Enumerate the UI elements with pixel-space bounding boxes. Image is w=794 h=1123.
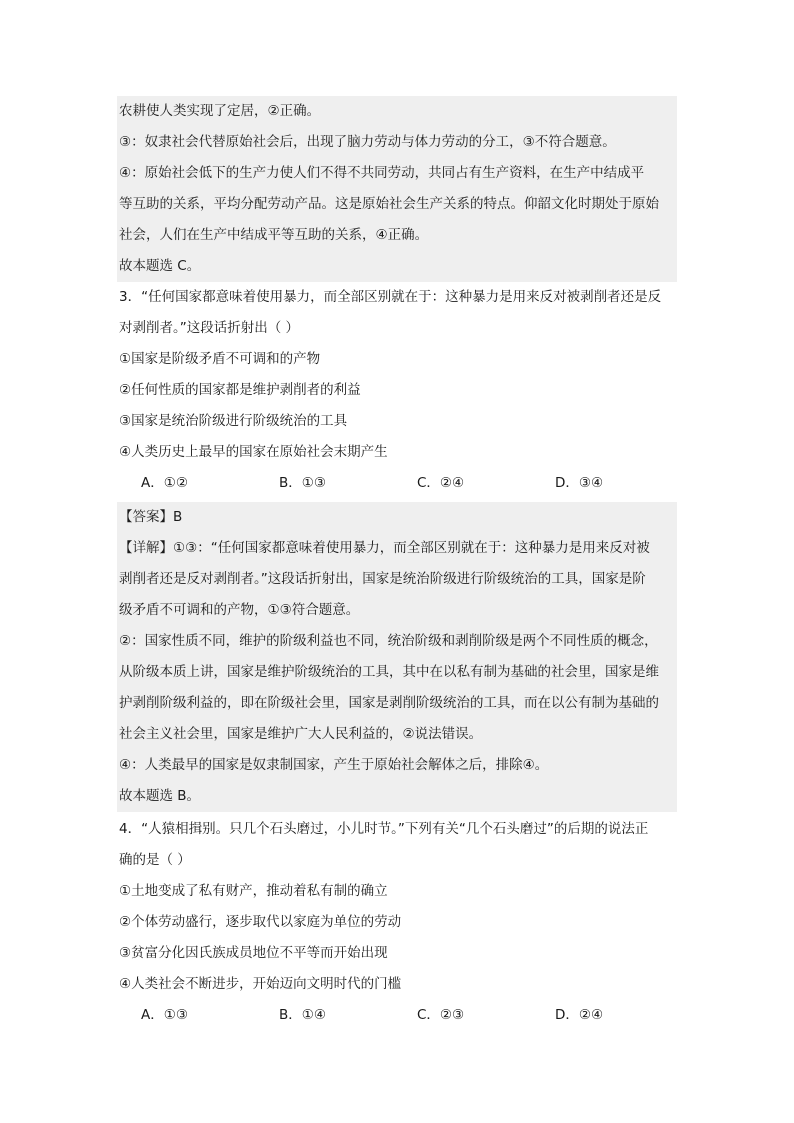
- option-a[interactable]: A．①③: [141, 1007, 188, 1023]
- explanation-line: 故本题选 C。: [119, 258, 201, 274]
- question-stem: 确的是（ ）: [119, 852, 191, 868]
- statement-item: ④人类社会不断进步，开始迈向文明时代的门槛: [119, 976, 402, 992]
- explanation-line: 社会主义社会里，国家是维护广大人民利益的，②说法错误。: [119, 726, 483, 742]
- explanation-line: 级矛盾不可调和的产物，①③符合题意。: [119, 602, 360, 618]
- question-4: [117, 814, 677, 1031]
- statement-item: ②任何性质的国家都是维护剥削者的利益: [119, 382, 361, 398]
- statement-item: ③国家是统治阶级进行阶级统治的工具: [119, 413, 348, 429]
- question-stem: 对剥削者。”这段话折射出（ ）: [119, 320, 300, 336]
- answer-options: [117, 1000, 677, 1031]
- option-b[interactable]: B．①③: [279, 475, 326, 491]
- explanation-line: 护剥削阶级利益的，即在阶级社会里，国家是剥削阶级统治的工具，而在以公有制为基础的: [119, 695, 659, 711]
- explanation-line: 故本题选 B。: [119, 788, 201, 804]
- statement-item: ①土地变成了私有财产，推动着私有制的确立: [119, 883, 388, 899]
- explanation-line: 社会，人们在生产中结成平等互助的关系，④正确。: [119, 227, 429, 243]
- option-d[interactable]: D．②④: [555, 1007, 604, 1023]
- explanation-line: 农耕使人类实现了定居，②正确。: [119, 103, 321, 119]
- statement-item: ③贫富分化因氏族成员地位不平等而开始出现: [119, 945, 388, 961]
- statement-item: ②个体劳动盛行，逐步取代以家庭为单位的劳动: [119, 914, 402, 930]
- option-b[interactable]: B．①④: [279, 1007, 326, 1023]
- explanation-line: ④：人类最早的国家是奴隶制国家，产生于原始社会解体之后，排除④。: [119, 757, 549, 773]
- option-c[interactable]: C．②③: [417, 1007, 465, 1023]
- question-3-solution: [117, 502, 677, 812]
- answer-options: [117, 468, 677, 499]
- explanation-line: ②：国家性质不同，维护的阶级利益也不同，统治阶级和剥削阶级是两个不同性质的概念，: [119, 633, 658, 649]
- option-d[interactable]: D．③④: [555, 475, 604, 491]
- answer-line: 【答案】B: [119, 509, 183, 525]
- option-a[interactable]: A．①②: [141, 475, 188, 491]
- explanation-line: ④：原始社会低下的生产力使人们不得不共同劳动，共同占有生产资料，在生产中结成平: [119, 165, 645, 181]
- explanation-line: 【详解】①③：“任何国家都意味着使用暴力，而全部区别就在于：这种暴力是用来反对被: [119, 540, 650, 556]
- explanation-line: 剥削者还是反对剥削者。”这段话折射出，国家是统治阶级进行阶级统治的工具，国家是阶: [119, 571, 646, 587]
- previous-explanation: [117, 96, 677, 282]
- question-stem: 3．“任何国家都意味着使用暴力，而全部区别就在于：这种暴力是用来反对被剥削者还是反: [119, 289, 662, 305]
- explanation-line: ③：奴隶社会代替原始社会后，出现了脑力劳动与体力劳动的分工，③不符合题意。: [119, 134, 616, 150]
- question-stem: 4．“人猿相揖别。只几个石头磨过，小儿时节。”下列有关“几个石头磨过”的后期的说法正: [119, 821, 649, 837]
- statement-item: ①国家是阶级矛盾不可调和的产物: [119, 351, 321, 367]
- explanation-line: 从阶级本质上讲，国家是维护阶级统治的工具，其中在以私有制为基础的社会里，国家是维: [119, 664, 659, 680]
- question-3: [117, 282, 677, 499]
- explanation-line: 等互助的关系，平均分配劳动产品。这是原始社会生产关系的特点。仰韶文化时期处于原始: [119, 196, 659, 212]
- option-c[interactable]: C．②④: [417, 475, 465, 491]
- statement-item: ④人类历史上最早的国家在原始社会末期产生: [119, 444, 388, 460]
